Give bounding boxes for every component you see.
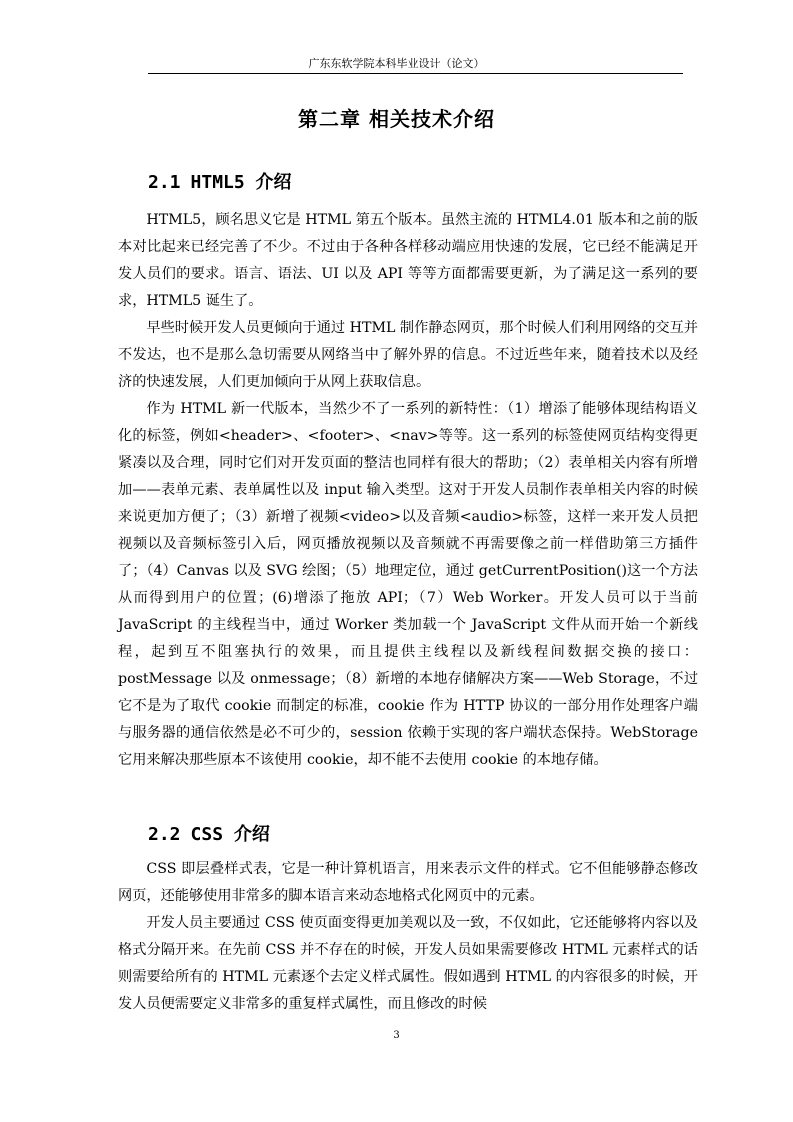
header-rule (148, 73, 683, 74)
section-heading-html5 (148, 168, 292, 194)
running-header: 广东东软学院本科毕业设计（论文） (308, 57, 485, 70)
chapter-title: 第二章 相关技术介绍 (298, 107, 495, 131)
paragraph: 早些时候开发人员更倾向于通过 HTML 制作静态网页，那个时候人们利用网络的交互并不发达，也不是那么急切需要从网络当中了解外界的信息。不过近些年来，随着技术以及经济的快速发展，人们更加倾向于从网上获取信息。 (118, 320, 698, 390)
section-title: HTML5 介绍 (190, 172, 292, 193)
section-number: 2.1 (148, 172, 181, 193)
section-heading-css (148, 820, 270, 846)
section-body-css (118, 856, 698, 1018)
page-number: 3 (393, 1030, 400, 1041)
section-body-html5 (118, 207, 698, 774)
section-number: 2.2 (148, 824, 181, 845)
paragraph: HTML5，顾名思义它是 HTML 第五个版本。虽然主流的 HTML4.01 版本和之前的版本对比起来已经完善了不少。不过由于各种各样移动端应用快速的发展，它已经不能满足开发人员们的要求。语言、语法、UI 以及 API 等等方面都需要更新，为了满足这一系列的要求，HTML5 诞生了。 (118, 212, 698, 309)
section-title: CSS 介绍 (190, 824, 270, 845)
paragraph: 开发人员主要通过 CSS 使页面变得更加美观以及一致，不仅如此，它还能够将内容以及格式分隔开来。在先前 CSS 并不存在的时候，开发人员如果需要修改 HTML 元素样式的话则需要给所有的 HTML 元素逐个去定义样式属性。假如遇到 HTML 的内容很多的时候，开发人员便需要定义非常多的重复样式属性，而且修改的时候 (118, 915, 698, 1012)
paragraph: CSS 即层叠样式表，它是一种计算机语言，用来表示文件的样式。它不但能够静态修改网页，还能够使用非常多的脚本语言来动态地格式化网页中的元素。 (118, 861, 698, 904)
paragraph: 作为 HTML 新一代版本，当然少不了一系列的新特性：（1）增添了能够体现结构语义化的标签，例如<header>、<footer>、<nav>等等。这一系列的标签使网页结构变得更紧凑以及合理，同时它们对开发页面的整洁也同样有很大的帮助；（2）表单相关内容有所增加——表单元素、表单属性以及 input 输入类型。这对于开发人员制作表单相关内容的时候来说更加方便了；（3）新增了视频<video>以及音频<audio>标签，这样一来开发人员把视频以及音频标签引入后，网页播放视频以及音频就不再需要像之前一样借助第三方插件了；（4）Canvas 以及 SVG 绘图；（5）地理定位，通过 getCurrentPosition()这一个方法从而得到用户的位置；(6)增添了拖放 API；（7）Web Worker。开发人员可以于当前 JavaScript 的主线程当中，通过 Worker 类加载一个 JavaScript 文件从而开始一个新线程，起到互不阻塞执行的效果，而且提供主线程以及新线程间数据交换的接口：postMessage 以及 onmessage；（8）新增的本地存储解决方案——Web Storage，不过它不是为了取代 cookie 而制定的标准，cookie 作为 HTTP 协议的一部分用作处理客户端与服务器的通信依然是必不可少的，session 依赖于实现的客户端状态保持。WebStorage 它用来解决那些原本不该使用 cookie，却不能不去使用 cookie 的本地存储。 (118, 401, 699, 768)
